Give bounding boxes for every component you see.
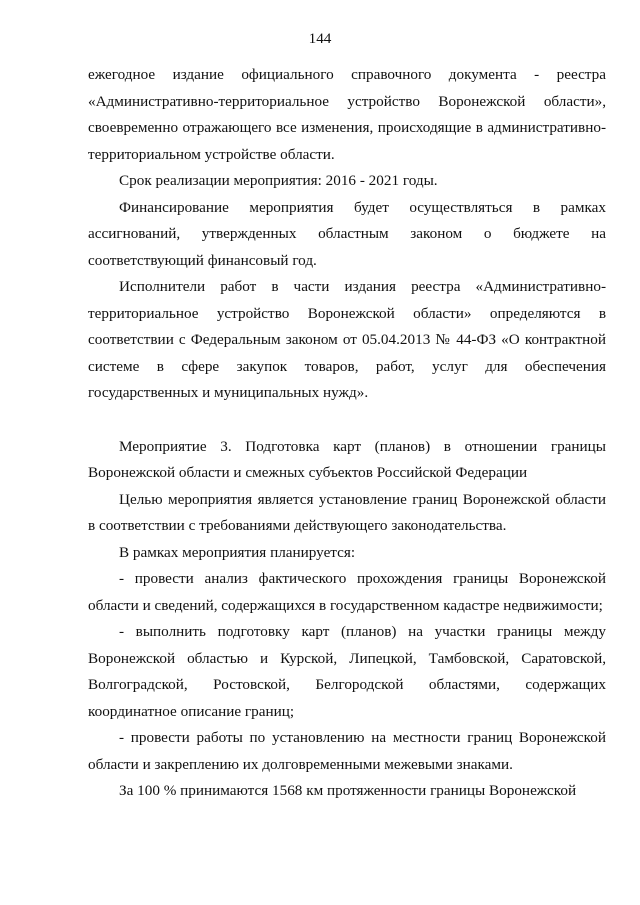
paragraph-implementation-period: Срок реализации мероприятия: 2016 - 2021 годы. <box>119 172 438 189</box>
paragraph-executors: Исполнители работ в части издания реестра «Административно-территориальное устройство Воронежской области» определяются в соответствии с Федеральным законом от 05.04.2013 № 44-ФЗ «О контрактной системе в сфере закупок товаров, работ, услуг для обеспечения государственных и муниципальных нужд». <box>88 278 606 401</box>
paragraph-planned-intro: В рамках мероприятия планируется: <box>119 543 356 561</box>
paragraph-registry-edition: ежегодное издание официального справочного документа - реестра «Административно-территориальное устройство Воронежской области», своевременно отражающего все изменения, происходящие в административно-территориальном устройстве области. <box>88 66 606 163</box>
list-item-boundary-works: - провести работы по установлению на местности границ Воронежской области и закреплению их долговременными межевыми знаками. <box>88 729 606 773</box>
list-item-maps-preparation: - выполнить подготовку карт (планов) на участки границы между Воронежской областью и Курской, Липецкой, Тамбовской, Саратовской, Волгоградской, Ростовской, Белгородской областями, содержащих координатное описание границ; <box>88 623 606 720</box>
section-spacer <box>88 407 606 434</box>
paragraph-measure-3-heading: Мероприятие 3. Подготовка карт (планов) в отношении границы Воронежской области и смежных субъектов Российской Федерации <box>88 437 606 481</box>
list-item-analysis: - провести анализ фактического прохождения границы Воронежской области и сведений, содержащихся в государственном кадастре недвижимости; <box>88 570 606 614</box>
page-number: 144 <box>308 30 332 47</box>
paragraph-measure-goal: Целью мероприятия является установление границ Воронежской области в соответствии с требованиями действующего законодательства. <box>88 490 606 534</box>
document-body <box>88 62 606 805</box>
paragraph-boundary-length: За 100 % принимаются 1568 км протяженности границы Воронежской <box>119 782 577 799</box>
paragraph-financing: Финансирование мероприятия будет осуществляться в рамках ассигнований, утвержденных областным законом о бюджете на соответствующий финансовый год. <box>88 198 606 269</box>
